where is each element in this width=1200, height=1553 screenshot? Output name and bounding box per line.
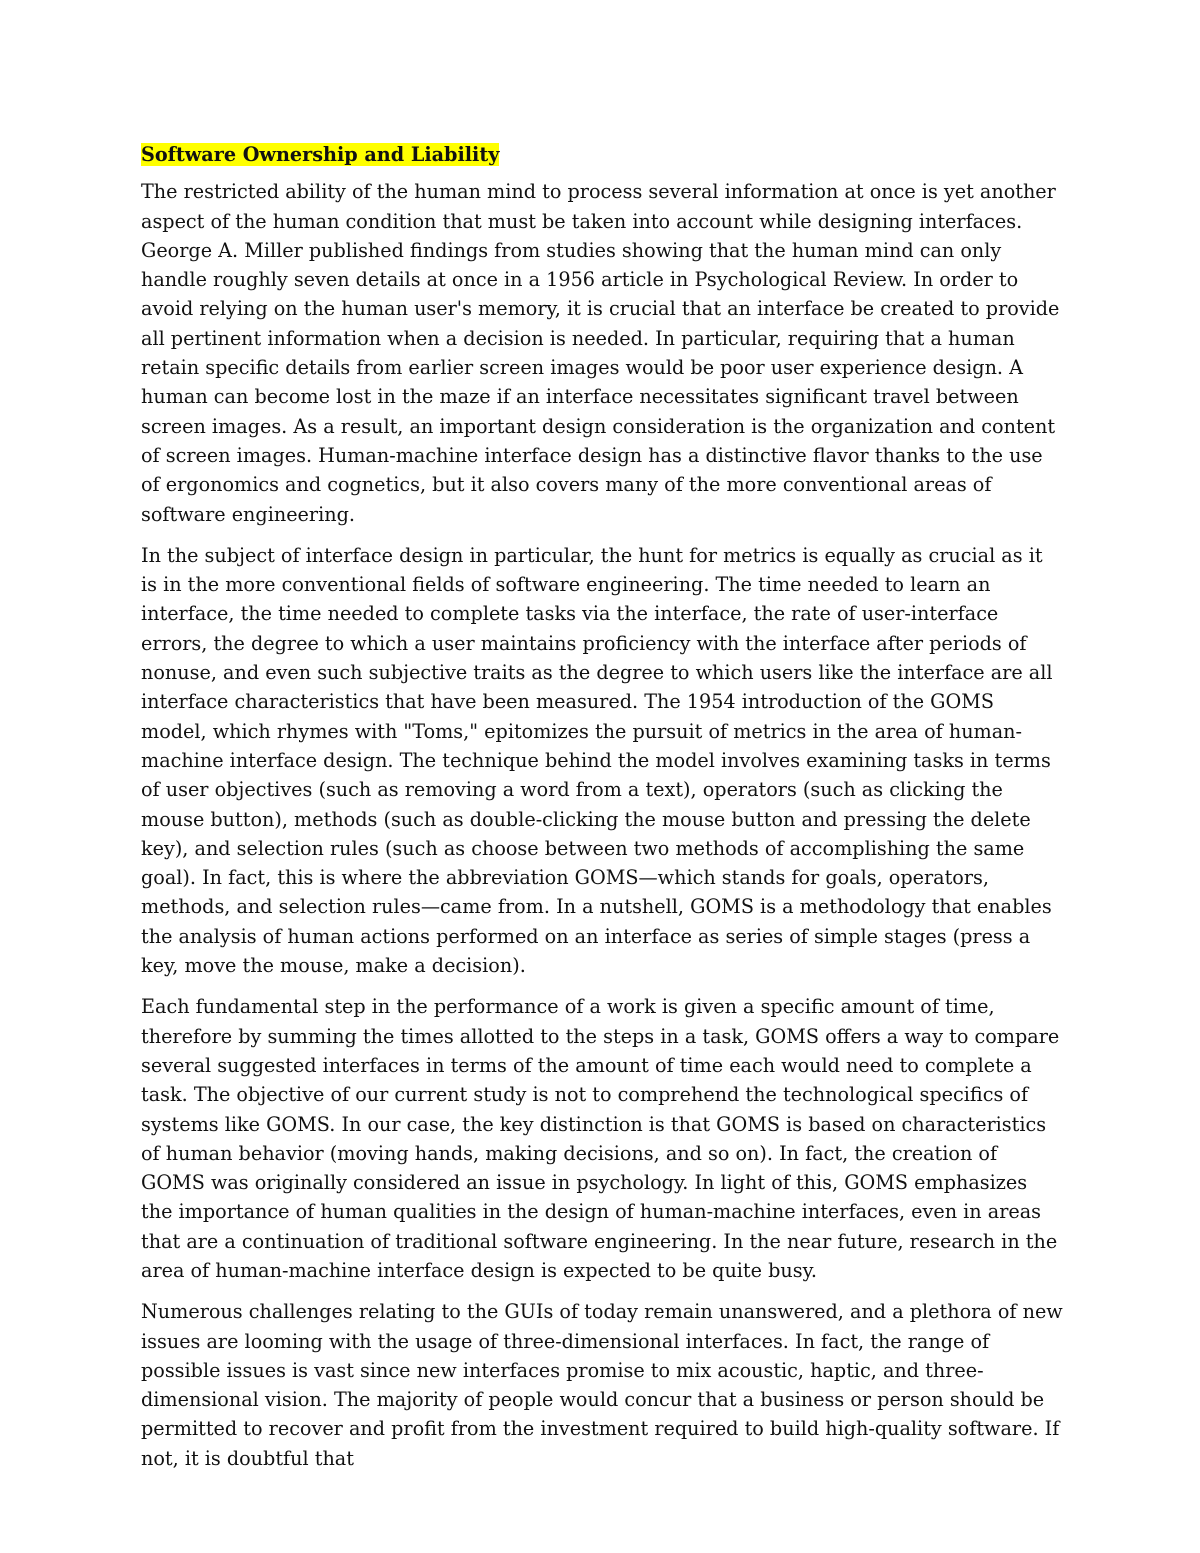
paragraph-4: Numerous challenges relating to the GUIs of today remain unanswered, and a plethora of new issues are looming with the usage of three-dimensional interfaces. In fact, the range of possible issues is vast since new interfaces promise to mix acoustic, haptic, and three-dimensional vision. The majority of people would concur that a business or person should be permitted to recover and profit from the investment required to build high-quality software. If not, it is doubtful that [141, 1300, 1063, 1470]
paragraph-3: Each fundamental step in the performance of a work is given a specific amount of time, therefore by summing the times allotted to the steps in a task, GOMS offers a way to compare several suggested interfaces in terms of the amount of time each would need to complete a task. The objective of our current study is not to comprehend the technological specifics of systems like GOMS. In our case, the key distinction is that GOMS is based on characteristics of human behavior (moving hands, making decisions, and so on). In fact, the creation of GOMS was originally considered an issue in psychology. In light of this, GOMS emphasizes the importance of human qualities in the design of human-machine interfaces, even in areas that are a continuation of traditional software engineering. In the near future, research in the area of human-machine interface design is expected to be quite busy. [141, 995, 1060, 1282]
paragraph-2: In the subject of interface design in particular, the hunt for metrics is equally as crucial as it is in the more conventional fields of software engineering. The time needed to learn an interface, the time needed to complete tasks via the interface, the rate of user-interface errors, the degree to which a user maintains proficiency with the interface after periods of nonuse, and even such subjective traits as the degree to which users like the interface are all interface characteristics that have been measured. The 1954 introduction of the GOMS model, which rhymes with "Toms," epitomizes the pursuit of metrics in the area of human-machine interface design. The technique behind the model involves examining tasks in terms of user objectives (such as removing a word from a text), operators (such as clicking the mouse button), methods (such as double-clicking the mouse button and pressing the delete key), and selection rules (such as choose between two methods of accomplishing the same goal). In fact, this is where the abbreviation GOMS—which stands for goals, operators, methods, and selection rules—came from. In a nutshell, GOMS is a methodology that enables the analysis of human actions performed on an interface as series of simple stages (press a key, move the mouse, make a decision). [141, 543, 1053, 978]
title-highlight: Software Ownership and Liability [141, 143, 500, 166]
document-body [141, 140, 1063, 1485]
document-title [141, 140, 1063, 169]
paragraph-1: The restricted ability of the human mind to process several information at once is yet another aspect of the human condition that must be taken into account while designing interfaces. George A. Miller published findings from studies showing that the human mind can only handle roughly seven details at once in a 1956 article in Psychological Review. In order to avoid relying on the human user's memory, it is crucial that an interface be created to provide all pertinent information when a decision is needed. In particular, requiring that a human retain specific details from earlier screen images would be poor user experience design. A human can become lost in the maze if an interface necessitates significant travel between screen images. As a result, an important design consideration is the organization and content of screen images. Human-machine interface design has a distinctive flavor thanks to the use of ergonomics and cognetics, but it also covers many of the more conventional areas of software engineering. [141, 180, 1060, 526]
